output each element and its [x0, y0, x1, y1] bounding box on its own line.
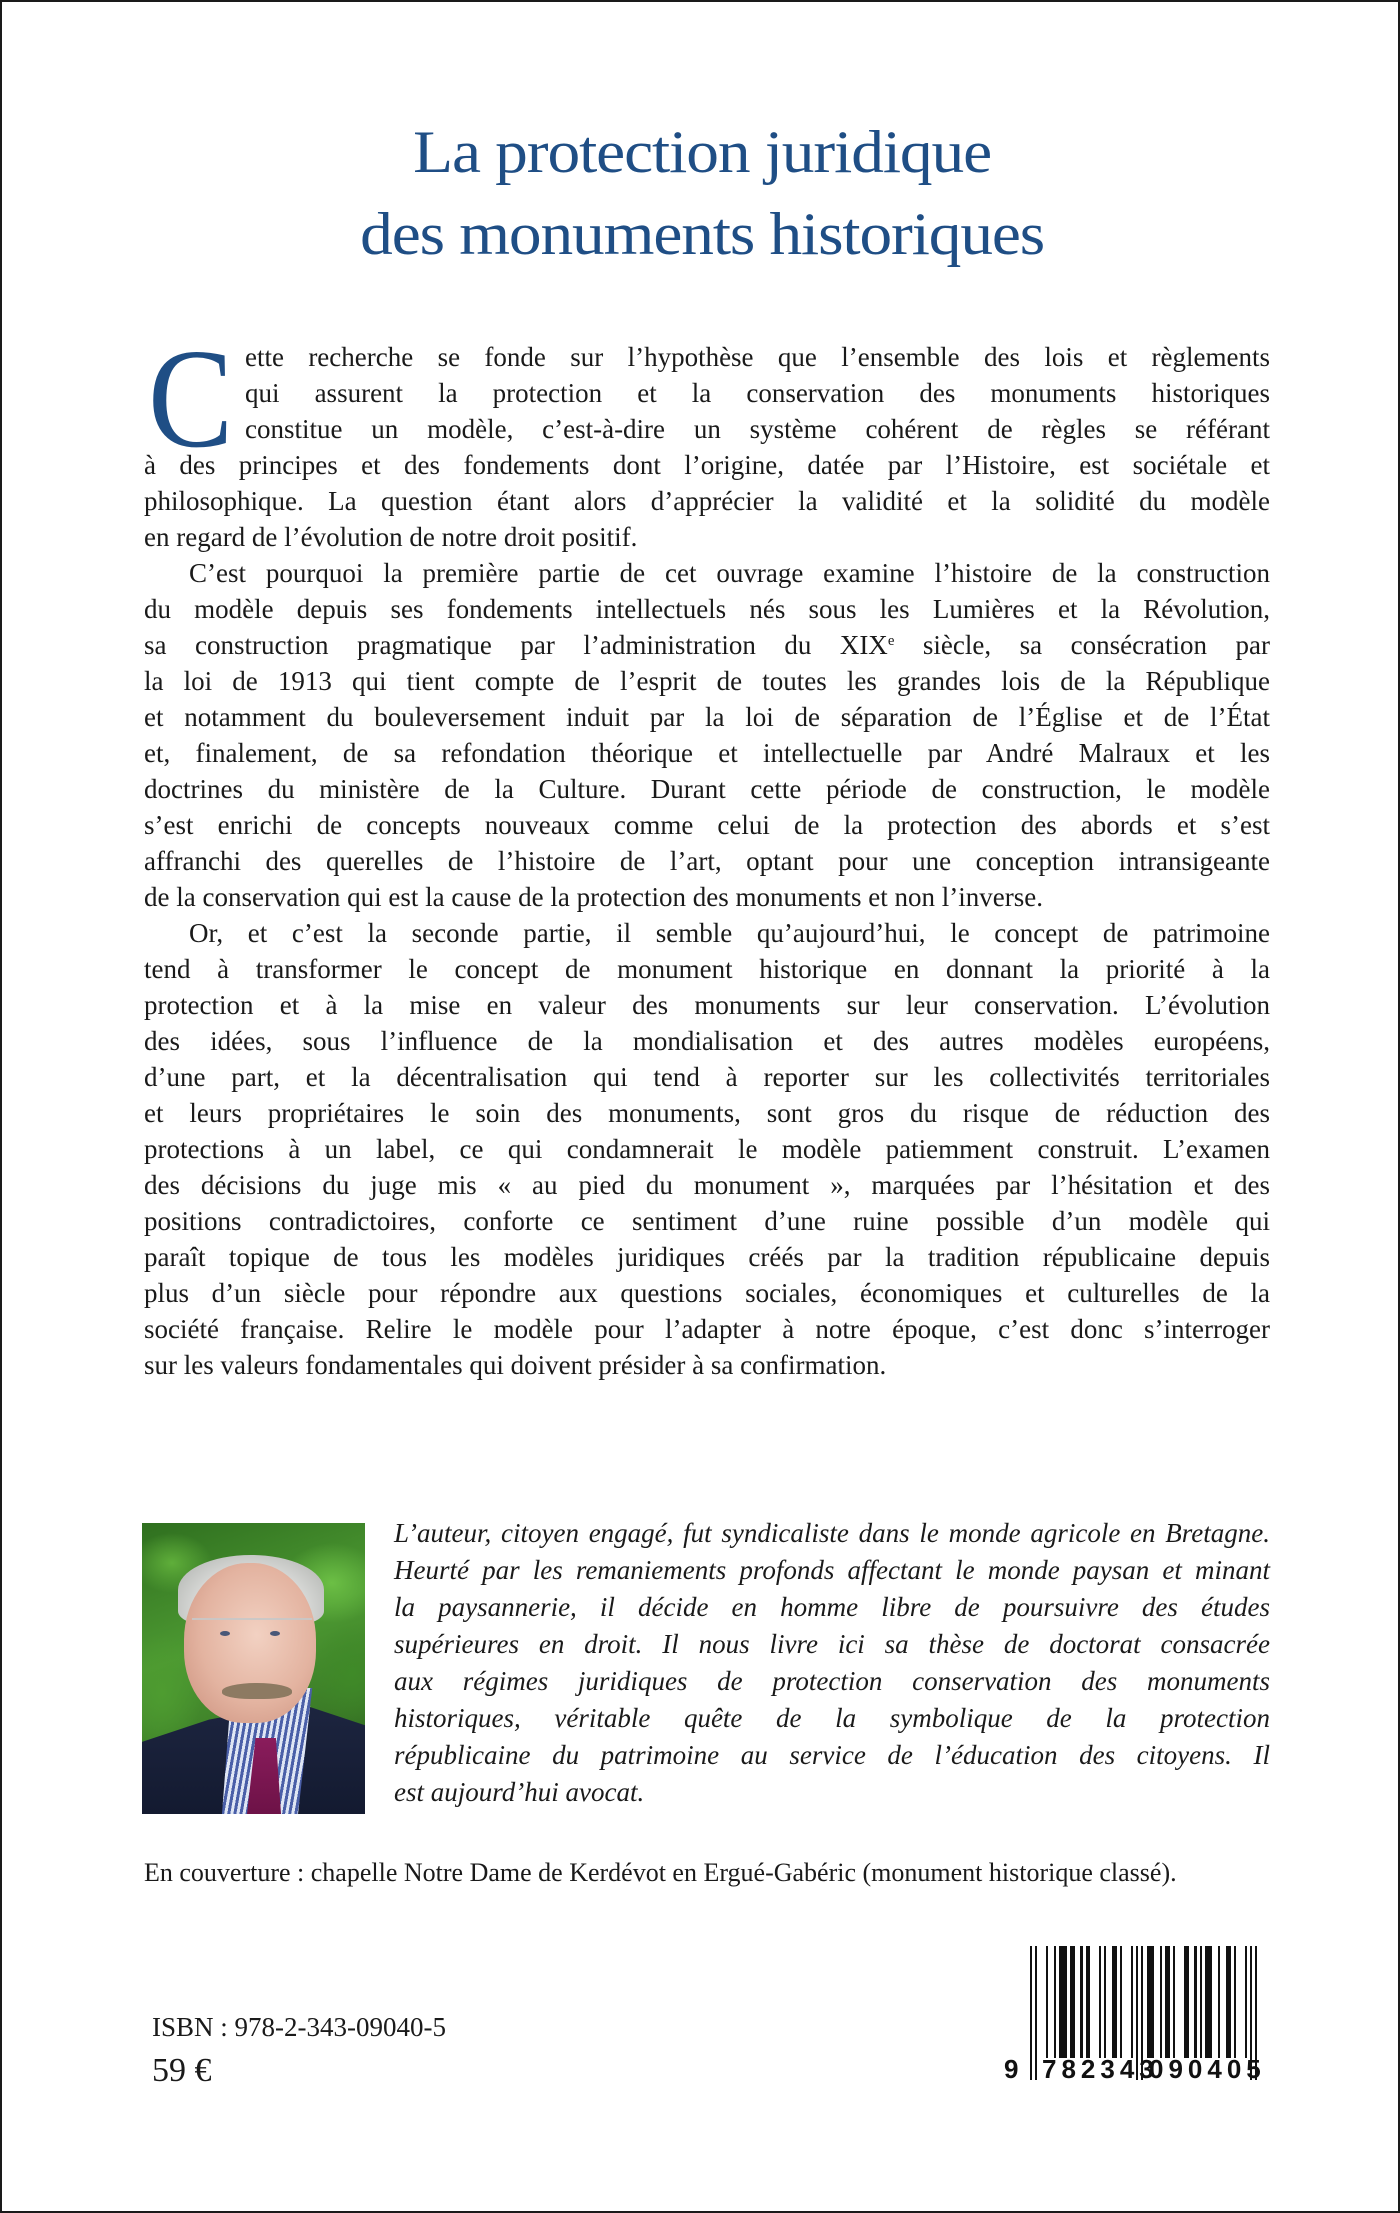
barcode-bar [1131, 1946, 1133, 2058]
summary-line [144, 666, 1270, 702]
summary-line [144, 774, 1270, 810]
summary-line [245, 378, 1270, 414]
summary-line-text: Or, et c’est la seconde partie, il semble qu’aujourd’hui, le concept de patrimoine [189, 918, 1270, 948]
summary-line-text: plus d’un siècle pour répondre aux questions sociales, économiques et culturelles de la [144, 1278, 1270, 1308]
summary-line [144, 1134, 1270, 1170]
summary-line-text: affranchi des querelles de l’histoire de l’art, optant pour une conception intransigeante [144, 846, 1270, 876]
title-line-2 [2, 201, 1400, 267]
summary-line [144, 954, 1270, 990]
summary-line-text: la loi de 1913 qui tient compte de l’esprit de toutes les grandes lois de la République [144, 666, 1270, 696]
bio-line-text: L’auteur, citoyen engagé, fut syndicaliste dans le monde agricole en Bretagne. [394, 1518, 1270, 1548]
photo-eye-left [220, 1631, 230, 1636]
summary-line-text: philosophique. La question étant alors d’apprécier la validité et la solidité du modèle [144, 486, 1270, 516]
summary-line-text: de la conservation qui est la cause de la protection des monuments et non l’inverse. [144, 882, 1043, 912]
summary-line-text: société française. Relire le modèle pour l’adapter à notre époque, c’est donc s’interroger [144, 1314, 1270, 1344]
bio-line [394, 1740, 1270, 1777]
summary-line-text: à des principes et des fondements dont l’origine, datée par l’Histoire, est sociétale et [144, 450, 1270, 480]
summary-line [144, 1242, 1270, 1278]
summary-line-text: sa construction pragmatique par l’administration du XIXe siècle, sa consécration par [144, 630, 1270, 660]
summary-line-text: paraît topique de tous les modèles juridiques créés par la tradition républicaine depuis [144, 1242, 1270, 1272]
photo-eye-right [270, 1631, 280, 1636]
barcode-bar [1099, 1946, 1101, 2058]
summary-line [144, 1098, 1270, 1134]
bio-line [394, 1777, 1270, 1814]
summary-line-text: en regard de l’évolution de notre droit positif. [144, 522, 638, 552]
bio-line [394, 1592, 1270, 1629]
barcode-bar [1184, 1946, 1189, 2058]
summary-line [144, 1170, 1270, 1206]
summary-line [144, 1026, 1270, 1062]
summary-line-text: du modèle depuis ses fondements intellectuels nés sous les Lumières et la Révolution, [144, 594, 1270, 624]
title-line-1-text: La protection juridique [413, 119, 991, 185]
summary-line [144, 1314, 1270, 1350]
barcode-bar [1070, 1946, 1075, 2058]
summary-line-text: sur les valeurs fondamentales qui doivent présider à sa confirmation. [144, 1350, 887, 1380]
summary-line-text: positions contradictoires, conforte ce sentiment d’une ruine possible d’un modèle qui [144, 1206, 1270, 1236]
summary-line [144, 450, 1270, 486]
summary-line-text: d’une part, et la décentralisation qui tend à reporter sur les collectivités territoriales [144, 1062, 1270, 1092]
barcode-bar [1147, 1946, 1154, 2058]
barcode-bar [1160, 1946, 1162, 2058]
photo-glasses [192, 1618, 312, 1646]
summary-line [144, 486, 1270, 522]
bio-line-text: Heurté par les remaniements profonds affectant le monde paysan et minant [394, 1555, 1270, 1585]
isbn: ISBN : 978-2-343-09040-5 [152, 2012, 446, 2042]
summary-line-text: et, finalement, de sa refondation théorique et intellectuelle par André Malraux et les [144, 738, 1270, 768]
cover-caption [144, 1858, 1177, 1888]
bio-line-text: la paysannerie, il décide en homme libre de poursuivre des études [394, 1592, 1270, 1622]
summary-line [245, 414, 1270, 450]
summary-line [189, 918, 1270, 954]
barcode-right-digits: 090405 [1149, 2054, 1266, 2084]
summary-line-text: s’est enrichi de concepts nouveaux comme celui de la protection des abords et s’est [144, 810, 1270, 840]
bio-line-text: supérieures en droit. Il nous livre ici sa thèse de doctorat consacrée [394, 1629, 1270, 1659]
bio-line-text: est aujourd’hui avocat. [394, 1777, 645, 1807]
barcode-bar [1054, 1946, 1056, 2058]
barcode-bar [1218, 1946, 1220, 2058]
bio-line-text: républicaine du patrimoine au service de l’éducation des citoyens. Il [394, 1740, 1270, 1770]
barcode-bar [1173, 1946, 1175, 2058]
barcode-bar [1112, 1946, 1117, 2058]
barcode-bar [1046, 1946, 1048, 2058]
summary-line-text: constitue un modèle, c’est-à-dire un système cohérent de règles se référant [245, 414, 1270, 444]
barcode-left-digits: 782343 [1042, 2054, 1159, 2084]
drop-cap: C [148, 319, 234, 477]
barcode-bar [1194, 1946, 1196, 2058]
summary-line [144, 990, 1270, 1026]
summary-line [189, 558, 1270, 594]
summary-line [144, 846, 1270, 882]
summary-line [144, 702, 1270, 738]
barcode-bar [1104, 1946, 1106, 2058]
barcode-bar [1200, 1946, 1202, 2058]
summary-line [144, 738, 1270, 774]
summary-line-text: qui assurent la protection et la conservation des monuments historiques [245, 378, 1270, 408]
summary-line [144, 522, 1270, 558]
title-line-2-text: des monuments historiques [359, 201, 1044, 267]
summary-line-text: des décisions du juge mis « au pied du monument », marquées par l’hésitation et des [144, 1170, 1270, 1200]
summary-line [144, 594, 1270, 630]
bio-line-text: historiques, véritable quête de la symbolique de la protection [394, 1703, 1270, 1733]
summary-line [144, 1350, 1270, 1386]
barcode-bar [1205, 1946, 1212, 2058]
summary-line-text: C’est pourquoi la première partie de cet ouvrage examine l’histoire de la construction [189, 558, 1270, 588]
summary-line-text: protection et à la mise en valeur des monuments sur leur conservation. L’évolution [144, 990, 1270, 1020]
summary-line [144, 882, 1270, 918]
bio-line [394, 1555, 1270, 1592]
barcode-bar [1245, 1946, 1247, 2058]
summary-line [245, 342, 1270, 378]
summary-line [144, 1206, 1270, 1242]
photo-mustache [222, 1683, 292, 1699]
summary-line [144, 1062, 1270, 1098]
summary-line [144, 630, 1270, 666]
summary-line-text: et leurs propriétaires le soin des monuments, sont gros du risque de réduction des [144, 1098, 1270, 1128]
barcode-bar [1234, 1946, 1236, 2058]
barcode-bar [1080, 1946, 1082, 2058]
summary-line-text: protections à un label, ce qui condamnerait le modèle patiemment construit. L’examen [144, 1134, 1270, 1164]
cover-caption-text: En couverture : chapelle Notre Dame de Kerdévot en Ergué-Gabéric (monument historique classé). [144, 1858, 1177, 1887]
summary-line [144, 810, 1270, 846]
summary-line [144, 1278, 1270, 1314]
barcode-bar [1120, 1946, 1122, 2058]
summary-line-text: doctrines du ministère de la Culture. Durant cette période de construction, le modèle [144, 774, 1270, 804]
barcode-bar [1030, 1946, 1032, 2080]
barcode-bar [1035, 1946, 1037, 2080]
author-photo [142, 1523, 365, 1814]
summary-line-text: et notamment du bouleversement induit par la loi de séparation de l’Église et de l’État [144, 702, 1270, 732]
bio-line [394, 1666, 1270, 1703]
summary-line-text: des idées, sous l’influence de la mondialisation et des autres modèles européens, [144, 1026, 1270, 1056]
bio-line [394, 1629, 1270, 1666]
bio-line [394, 1703, 1270, 1740]
barcode-bar [1165, 1946, 1170, 2058]
barcode-bar [1086, 1946, 1091, 2058]
bio-line-text: aux régimes juridiques de protection conservation des monuments [394, 1666, 1270, 1696]
century-superscript: e [887, 633, 895, 650]
summary-line-text: ette recherche se fonde sur l’hypothèse que l’ensemble des lois et règlements [245, 342, 1270, 372]
barcode-bar [1059, 1946, 1066, 2058]
summary-line-text: tend à transformer le concept de monument historique en donnant la priorité à la [144, 954, 1270, 984]
barcode-bar [1226, 1946, 1231, 2058]
barcode-lead-digit: 9 [1004, 2054, 1024, 2084]
title-line-1 [2, 119, 1400, 185]
bio-line [394, 1518, 1270, 1555]
price: 59 € [152, 2052, 212, 2089]
